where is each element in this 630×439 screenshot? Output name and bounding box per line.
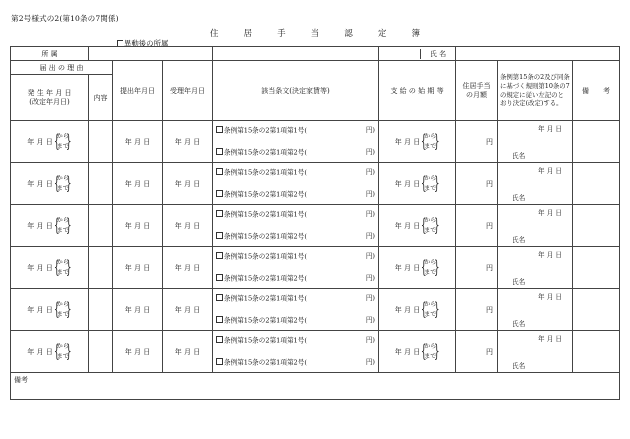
occurrence-date-header: 発 生 年 月 日 (改定年月日): [11, 75, 89, 121]
name-value[interactable]: [456, 47, 620, 61]
payment-start-cell[interactable]: 年 月 日 { から まで }: [379, 205, 456, 247]
sign-name: 氏名: [512, 194, 526, 202]
affiliation-row: [11, 47, 620, 61]
housing-allowance-table: [10, 46, 620, 400]
sign-date: 年 月 日: [538, 167, 563, 175]
received-date-cell[interactable]: 年 月 日: [163, 289, 213, 331]
period-brace: { から まで }: [421, 174, 439, 194]
monthly-amount-cell[interactable]: 円: [456, 205, 498, 247]
article2-checkbox[interactable]: 条例第15条の2第1項第2号(: [216, 148, 307, 158]
payment-start-cell[interactable]: 年 月 日 { から まで }: [379, 121, 456, 163]
sign-name: 氏名: [512, 278, 526, 286]
after-move-value[interactable]: [213, 47, 379, 61]
sign-name: 氏名: [512, 320, 526, 328]
decision-cell[interactable]: [498, 205, 573, 247]
sign-name: 氏名: [512, 236, 526, 244]
period-brace: { から まで }: [54, 132, 72, 152]
content-cell[interactable]: [89, 289, 113, 331]
received-date-cell[interactable]: 年 月 日: [163, 331, 213, 373]
monthly-amount-cell[interactable]: 円: [456, 121, 498, 163]
entry-row: [11, 163, 620, 205]
sign-date: 年 月 日: [538, 125, 563, 133]
submitted-date-header: 提出年月日: [113, 61, 163, 121]
sign-date: 年 月 日: [538, 251, 563, 259]
notes-label: 備考: [14, 376, 28, 384]
occurrence-date-cell[interactable]: 年 月 日 { から まで }: [11, 121, 89, 163]
entry-row: [11, 331, 620, 373]
article1-checkbox[interactable]: 条例第15条の2第1項第1号(: [216, 252, 307, 262]
period-brace: { から まで }: [54, 216, 72, 236]
submitted-date-cell[interactable]: 年 月 日: [113, 289, 163, 331]
submitted-date-cell[interactable]: 年 月 日: [113, 163, 163, 205]
submitted-date-cell[interactable]: 年 月 日: [113, 331, 163, 373]
reason-header: 届 出 の 理 由: [11, 61, 113, 75]
article2-checkbox[interactable]: 条例第15条の2第1項第2号(: [216, 316, 307, 326]
period-brace: { から まで }: [421, 342, 439, 362]
content-cell[interactable]: [89, 247, 113, 289]
monthly-amount-header: 住居手当 の月額: [456, 61, 498, 121]
received-date-header: 受理年月日: [163, 61, 213, 121]
page-title: [210, 27, 420, 39]
article1-checkbox[interactable]: 条例第15条の2第1項第1号(: [216, 168, 307, 178]
payment-start-cell[interactable]: 年 月 日 { から まで }: [379, 247, 456, 289]
article1-checkbox[interactable]: 条例第15条の2第1項第1号(: [216, 294, 307, 304]
title-char: 住: [210, 28, 219, 38]
entry-row: [11, 289, 620, 331]
name-label: 氏 名: [379, 47, 456, 61]
article-cell: 条例第15条の2第1項第1号( 円) 条例第15条の2第1項第2号( 円): [213, 205, 379, 247]
decision-cell[interactable]: [498, 289, 573, 331]
title-char: 手: [277, 28, 286, 38]
affiliation-value[interactable]: [89, 47, 213, 61]
decision-cell[interactable]: [498, 121, 573, 163]
period-brace: { から まで }: [421, 258, 439, 278]
content-cell[interactable]: [89, 121, 113, 163]
sign-date: 年 月 日: [538, 293, 563, 301]
article1-checkbox[interactable]: 条例第15条の2第1項第1号(: [216, 126, 307, 136]
article-cell: 条例第15条の2第1項第1号( 円) 条例第15条の2第1項第2号( 円): [213, 331, 379, 373]
submitted-date-cell[interactable]: 年 月 日: [113, 121, 163, 163]
after-move-label: 異動後の所属: [117, 38, 168, 49]
article-cell: 条例第15条の2第1項第1号( 円) 条例第15条の2第1項第2号( 円): [213, 289, 379, 331]
article2-checkbox[interactable]: 条例第15条の2第1項第2号(: [216, 232, 307, 242]
sign-date: 年 月 日: [538, 335, 563, 343]
period-brace: { から まで }: [54, 258, 72, 278]
period-brace: { から まで }: [421, 132, 439, 152]
article-header: 該当条文(決定家賃等): [213, 61, 379, 121]
decision-header: 条例第15条の2及び同条に基づく規則第10条の7の規定に従い左記のとおり決定(改定)する。: [498, 61, 573, 121]
remarks-cell[interactable]: [573, 331, 620, 373]
period-brace: { から まで }: [54, 300, 72, 320]
article-cell: 条例第15条の2第1項第1号( 円) 条例第15条の2第1項第2号( 円): [213, 247, 379, 289]
sign-date: 年 月 日: [538, 209, 563, 217]
article1-checkbox[interactable]: 条例第15条の2第1項第1号(: [216, 336, 307, 346]
monthly-amount-cell[interactable]: 円: [456, 163, 498, 205]
remarks-cell[interactable]: [573, 289, 620, 331]
entry-row: [11, 247, 620, 289]
decision-cell[interactable]: [498, 247, 573, 289]
article-cell: 条例第15条の2第1項第1号( 円) 条例第15条の2第1項第2号( 円): [213, 163, 379, 205]
article2-checkbox[interactable]: 条例第15条の2第1項第2号(: [216, 358, 307, 368]
occurrence-date-cell[interactable]: 年 月 日 { から まで }: [11, 163, 89, 205]
received-date-cell[interactable]: 年 月 日: [163, 121, 213, 163]
payment-start-cell[interactable]: 年 月 日 { から まで }: [379, 163, 456, 205]
article2-checkbox[interactable]: 条例第15条の2第1項第2号(: [216, 190, 307, 200]
remarks-cell[interactable]: [573, 163, 620, 205]
period-brace: { から まで }: [421, 300, 439, 320]
entry-row: [11, 121, 620, 163]
payment-start-cell[interactable]: 年 月 日 { から まで }: [379, 331, 456, 373]
affiliation-label: 所 属: [11, 47, 89, 61]
title-char: 認: [344, 28, 353, 38]
period-brace: { から まで }: [421, 216, 439, 236]
title-char: 定: [377, 28, 387, 38]
submitted-date-cell[interactable]: 年 月 日: [113, 205, 163, 247]
decision-cell[interactable]: [498, 163, 573, 205]
remarks-cell[interactable]: [573, 205, 620, 247]
payment-start-header: 支 給 の 始 期 等: [379, 61, 456, 121]
sign-name: 氏名: [512, 152, 526, 160]
received-date-cell[interactable]: 年 月 日: [163, 247, 213, 289]
occurrence-date-cell[interactable]: 年 月 日 { から まで }: [11, 205, 89, 247]
title-char: 当: [310, 28, 320, 38]
content-cell[interactable]: [89, 163, 113, 205]
content-cell[interactable]: [89, 205, 113, 247]
occurrence-date-cell[interactable]: 年 月 日 { から まで }: [11, 289, 89, 331]
monthly-amount-cell[interactable]: 円: [456, 247, 498, 289]
period-brace: { から まで }: [54, 174, 72, 194]
monthly-amount-cell[interactable]: 円: [456, 289, 498, 331]
received-date-cell[interactable]: 年 月 日: [163, 205, 213, 247]
occurrence-date-cell[interactable]: 年 月 日 { から まで }: [11, 331, 89, 373]
title-char: 簿: [411, 28, 420, 38]
monthly-amount-cell[interactable]: 円: [456, 331, 498, 373]
remarks-cell[interactable]: [573, 247, 620, 289]
article1-checkbox[interactable]: 条例第15条の2第1項第1号(: [216, 210, 307, 220]
payment-start-cell[interactable]: 年 月 日 { から まで }: [379, 289, 456, 331]
form-id: 第2号様式の2(第10条の7関係): [11, 14, 119, 23]
article2-checkbox[interactable]: 条例第15条の2第1項第2号(: [216, 274, 307, 284]
entry-row: [11, 205, 620, 247]
decision-cell[interactable]: [498, 331, 573, 373]
title-char: 居: [243, 28, 252, 38]
notes-row: [11, 373, 620, 400]
remarks-header: 備 考: [573, 61, 620, 121]
article-cell: 条例第15条の2第1項第1号( 円) 条例第15条の2第1項第2号( 円): [213, 121, 379, 163]
remarks-cell[interactable]: [573, 121, 620, 163]
header-row-1: [11, 61, 620, 75]
sign-name: 氏名: [512, 362, 526, 370]
content-header: 内容: [89, 75, 113, 121]
content-cell[interactable]: [89, 331, 113, 373]
period-brace: { から まで }: [54, 342, 72, 362]
received-date-cell[interactable]: 年 月 日: [163, 163, 213, 205]
notes-cell[interactable]: [11, 373, 620, 400]
occurrence-date-cell[interactable]: 年 月 日 { から まで }: [11, 247, 89, 289]
submitted-date-cell[interactable]: 年 月 日: [113, 247, 163, 289]
